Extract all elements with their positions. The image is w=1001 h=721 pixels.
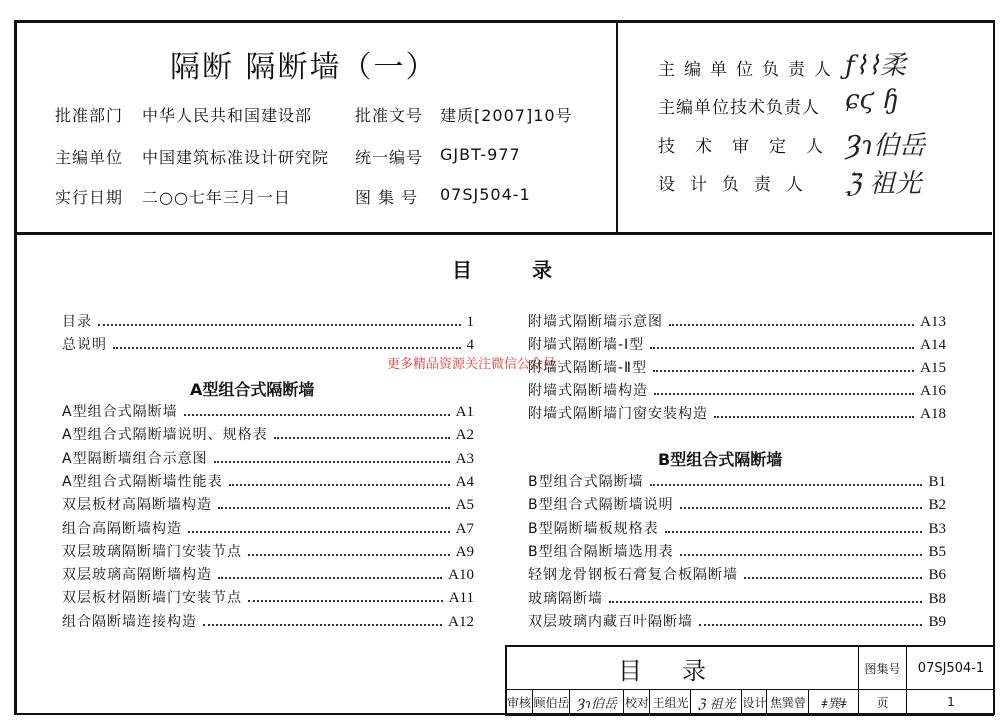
toc-entry-label: B型组合隔断墙选用表 (528, 543, 674, 560)
check-label: 校对 (623, 690, 650, 714)
dot-leader (248, 600, 443, 602)
toc-entry-page: A16 (920, 383, 946, 399)
toc-entry-label: A型组合式隔断墙 (62, 404, 178, 420)
toc-entry-page: A10 (448, 567, 474, 584)
toc-entry[interactable] (62, 448, 474, 468)
reviewer: 顾伯岳 (532, 690, 570, 714)
toc-entry-label: B型隔断墙板规格表 (528, 520, 659, 537)
role-design-head: 设计负责人 (658, 175, 818, 195)
atlas-no-label: 图 集 号 (355, 188, 419, 207)
toc-entry-label: 玻璃隔断墙 (528, 590, 603, 607)
toc-entry-page: B1 (928, 474, 946, 490)
toc-entry[interactable] (62, 334, 474, 354)
chief-unit-label: 主编单位 (55, 148, 124, 167)
toc-entry-page: A18 (920, 406, 946, 422)
toc-entry[interactable] (62, 494, 474, 514)
toc-entry[interactable] (62, 564, 474, 584)
unified-no: GJBT-977 (440, 145, 521, 164)
atlas-no: 07SJ504-1 (906, 647, 995, 689)
toc-entry-page: A1 (455, 404, 474, 420)
dot-leader (669, 324, 914, 326)
signature: Ȝɿ伯岳 (845, 131, 926, 161)
watermark: 更多精品资源关注微信公众号： (387, 357, 570, 372)
dot-leader (680, 554, 923, 556)
checker-signature: ℨ 祖光 (690, 690, 742, 714)
dot-leader (214, 461, 450, 463)
designer-signature: ǂ巽ǂ (808, 690, 859, 714)
dot-leader (714, 416, 914, 418)
dot-leader (609, 601, 922, 603)
unified-no-label: 统一编号 (355, 148, 424, 167)
review-label: 审核 (506, 695, 531, 710)
toc-entry[interactable] (528, 541, 946, 561)
dot-leader (98, 324, 461, 326)
toc-entry-label: 附墙式隔断墙-Ⅰ型 (528, 337, 645, 353)
reviewer-signature: Ȝɿ伯岳 (569, 690, 624, 714)
toc-entry-label: 双层玻璃内藏百叶隔断墙 (528, 613, 693, 630)
dot-leader (653, 370, 914, 372)
designer: 焦巽曾 (766, 690, 809, 714)
effective-date: 二○○七年三月一日 (142, 188, 291, 207)
toc-entry[interactable] (528, 564, 946, 584)
effective-date-label: 实行日期 (55, 188, 124, 207)
toc-entry-page: A15 (920, 360, 946, 376)
toc-entry-label: A型隔断墙组合示意图 (62, 450, 208, 467)
toc-entry-label: 组合高隔断墙构造 (62, 520, 182, 537)
toc-entry-page: A11 (448, 590, 474, 607)
title-block (505, 645, 994, 716)
toc-entry-label: 附墙式隔断墙构造 (528, 383, 648, 399)
toc-entry-label: 双层板材隔断墙门安装节点 (62, 590, 242, 607)
toc-entry[interactable] (528, 311, 946, 331)
toc-entry[interactable] (528, 611, 946, 631)
toc-entry-page: 4 (466, 337, 474, 353)
dot-leader (699, 624, 922, 626)
toc-entry-label: 目录 (62, 314, 92, 330)
toc-entry-label: 双层玻璃隔断墙门安装节点 (62, 543, 242, 560)
toc-entry-label: 双层玻璃高隔断墙构造 (62, 567, 212, 584)
toc-entry[interactable] (528, 357, 946, 377)
toc-entry[interactable] (62, 311, 474, 331)
toc-heading: 目录 (452, 258, 612, 282)
toc-entry-label: 轻钢龙骨钢板石膏复合板隔断墙 (528, 567, 738, 584)
toc-entry-page: A7 (455, 520, 474, 537)
atlas-no: 07SJ504-1 (440, 185, 531, 204)
toc-entry-page: B6 (928, 567, 946, 584)
dot-leader (744, 577, 922, 579)
toc-entry-page: A5 (455, 497, 474, 514)
toc-entry-page: A13 (920, 314, 946, 330)
toc-entry-label: 附墙式隔断墙门窗安装构造 (528, 406, 708, 422)
toc-entry-label: A型组合式隔断墙性能表 (62, 473, 223, 490)
signature: ƒ⌇⌇柔 (845, 51, 907, 81)
dot-leader (113, 347, 461, 349)
toc-entry-page: A3 (455, 450, 474, 467)
header-divider (616, 20, 618, 234)
title-block-title: 目录 (618, 656, 746, 685)
toc-entry-label: B型组合式隔断墙说明 (528, 497, 674, 514)
toc-entry-label: A型组合式隔断墙说明、规格表 (62, 427, 268, 444)
toc-entry[interactable] (62, 541, 474, 561)
toc-entry[interactable] (528, 588, 946, 608)
toc-entry-page: A2 (455, 427, 474, 444)
toc-entry[interactable] (528, 380, 946, 400)
dot-leader (654, 393, 914, 395)
toc-entry-page: B8 (928, 590, 946, 607)
signature: ɕϛ ɧ (845, 85, 900, 115)
atlas-no-label: 图集号 (858, 647, 906, 689)
dot-leader (665, 531, 923, 533)
role-technical-head: 主编单位技术负责人 (658, 98, 820, 118)
dot-leader (229, 484, 450, 486)
role-chief-unit-head: 主编单位负责人 (658, 60, 840, 80)
toc-entry[interactable] (62, 471, 474, 491)
atlas-title: 隔断 隔断墙（一） (170, 50, 438, 85)
toc-entry-page: B5 (928, 543, 946, 560)
toc-entry-page: B2 (928, 497, 946, 514)
chief-unit: 中国建筑标准设计研究院 (142, 148, 330, 167)
dot-leader (274, 437, 450, 439)
toc-entry[interactable] (528, 334, 946, 354)
page-number: 1 (906, 690, 995, 714)
toc-entry[interactable] (62, 587, 474, 607)
checker: 王组光 (649, 690, 691, 714)
approval-doc-label: 批准文号 (355, 106, 424, 125)
dot-leader (203, 624, 442, 626)
role-technical-reviewer: 技术审定人 (658, 137, 843, 157)
toc-entry-page: 1 (466, 314, 474, 330)
toc-entry-page: A14 (920, 337, 946, 353)
dot-leader (184, 414, 450, 416)
toc-entry-page: A4 (455, 473, 474, 490)
toc-entry[interactable] (528, 403, 946, 423)
dot-leader (650, 347, 914, 349)
toc-entry-label: B型组合式隔断墙 (528, 474, 644, 490)
page-label: 页 (858, 690, 906, 714)
toc-entry-label: 附墙式隔断墙-Ⅱ型 (528, 360, 647, 376)
toc-entry-label: 总说明 (62, 337, 107, 353)
toc-entry-page: B3 (928, 520, 946, 537)
toc-entry[interactable] (528, 518, 946, 538)
dot-leader (218, 577, 442, 579)
toc-entry-page: A9 (455, 543, 474, 560)
dot-leader (650, 484, 923, 486)
toc-entry[interactable] (528, 471, 946, 491)
dot-leader (680, 507, 923, 509)
toc-entry[interactable] (62, 424, 474, 444)
dot-leader (188, 531, 450, 533)
toc-entry-page: A12 (448, 613, 474, 630)
approval-dept: 中华人民共和国建设部 (142, 106, 313, 125)
toc-entry[interactable] (528, 494, 946, 514)
toc-entry-label: 双层板材高隔断墙构造 (62, 497, 212, 514)
toc-entry-label: 附墙式隔断墙示意图 (528, 314, 663, 330)
design-label: 设计 (741, 690, 767, 714)
toc-entry-label: 组合隔断墙连接构造 (62, 613, 197, 630)
toc-entry[interactable] (62, 401, 474, 421)
approval-doc: 建质[2007]10号 (440, 106, 573, 125)
dot-leader (248, 554, 450, 556)
toc-entry[interactable] (62, 518, 474, 538)
approval-dept-label: 批准部门 (55, 106, 124, 125)
toc-entry-page: B9 (928, 613, 946, 630)
toc-entry[interactable] (62, 611, 474, 631)
toc-section-heading: B型组合式隔断墙 (658, 450, 783, 469)
signature: ℨ 祖光 (845, 169, 922, 199)
dot-leader (218, 507, 450, 509)
toc-section-heading: A型组合式隔断墙 (190, 380, 315, 399)
